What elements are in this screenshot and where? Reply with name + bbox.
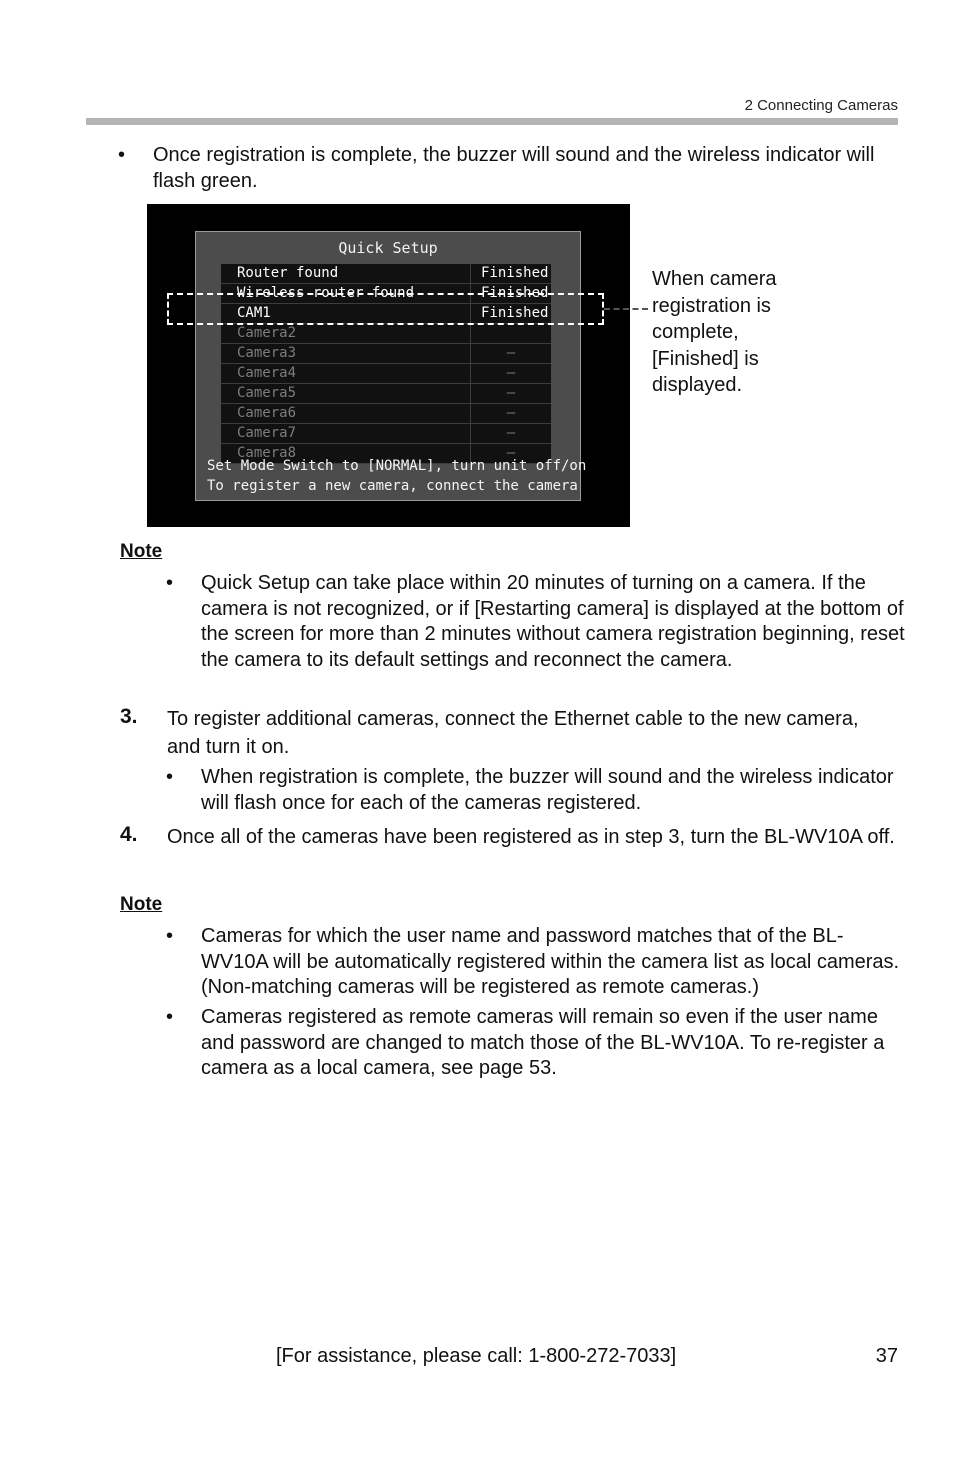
table-row [221,344,551,364]
step-bullet [166,765,906,816]
bullet-mark: • [118,144,126,166]
table-row [221,424,551,444]
row-status: – [471,444,552,464]
note-heading: Note [120,894,163,915]
table-row [221,384,551,404]
note-heading: Note [120,541,163,562]
panel-title: Quick Setup [338,239,438,257]
row-name: Wireless router found [221,284,471,304]
note-text: Cameras registered as remote cameras will remain so even if the user name and password are changed to match those of the BL-WV10A. To re-register a camera as a local camera, see page 53. [201,1006,885,1079]
assistance-footer: [For assistance, please call: 1-800-272-7033] [276,1345,677,1367]
panel-message-1: Set Mode Switch to [NORMAL], turn unit off/on [207,458,587,474]
row-name: Camera3 [221,344,471,364]
bullet-mark: • [166,1006,174,1028]
row-status: Finished [471,304,552,324]
intro-bullet [118,143,908,194]
row-status [471,324,552,344]
table-row [221,404,551,424]
bullet-mark: • [166,572,174,594]
row-name: Camera6 [221,404,471,424]
row-status: – [471,344,552,364]
row-status: – [471,384,552,404]
row-name: Camera8 [221,444,471,464]
step-bullet-text: When registration is complete, the buzzer will sound and the wireless indicator will flash once for each of the cameras registered. [201,766,894,814]
note-item [166,924,906,1001]
note-item [166,571,906,673]
callout-leader-line [604,308,648,310]
intro-text: Once registration is complete, the buzzer will sound and the wireless indicator will flash green. [153,144,875,192]
page-number: 37 [875,1345,898,1367]
row-status: – [471,424,552,444]
row-name: Camera5 [221,384,471,404]
step-number: 4. [120,823,138,846]
note-text: Quick Setup can take place within 20 minutes of turning on a camera. If the camera is not recognized, or if [Restarting camera] is displayed at the bottom of the screen for more than 2 minutes without camera registration beginning, reset the camera to its default settings and reconnect the camera. [201,572,905,671]
row-name: CAM1 [221,304,471,324]
table-row [221,324,551,344]
bullet-mark: • [166,925,174,947]
row-status: Finished [471,264,552,284]
row-status: Finished [471,284,552,304]
row-name: Router found [221,264,471,284]
row-name: Camera2 [221,324,471,344]
step-text: To register additional cameras, connect the Ethernet cable to the new camera, and turn it on. [167,708,859,758]
step-text: Once all of the cameras have been registered as in step 3, turn the BL-WV10A off. [167,826,895,848]
highlight-box [167,293,604,325]
row-status: – [471,364,552,384]
step-number: 3. [120,705,138,728]
header-rule [86,118,898,125]
table-row [221,364,551,384]
note-text: Cameras for which the user name and password matches that of the BL-WV10A will be automatically registered within the camera list as local cameras. (Non-matching cameras will be registered as remote cameras.) [201,925,900,998]
row-status: – [471,404,552,424]
quick-setup-panel [195,231,587,501]
row-name: Camera4 [221,364,471,384]
figure-callout: When camera registration is complete, [Finished] is displayed. [652,268,777,396]
table-row [221,264,551,284]
note-item [166,1005,906,1082]
section-header: 2 Connecting Cameras [744,97,898,114]
panel-message-2: To register a new camera, connect the camera [207,478,578,494]
quick-setup-screenshot [147,204,630,527]
bullet-mark: • [166,766,174,788]
row-name: Camera7 [221,424,471,444]
